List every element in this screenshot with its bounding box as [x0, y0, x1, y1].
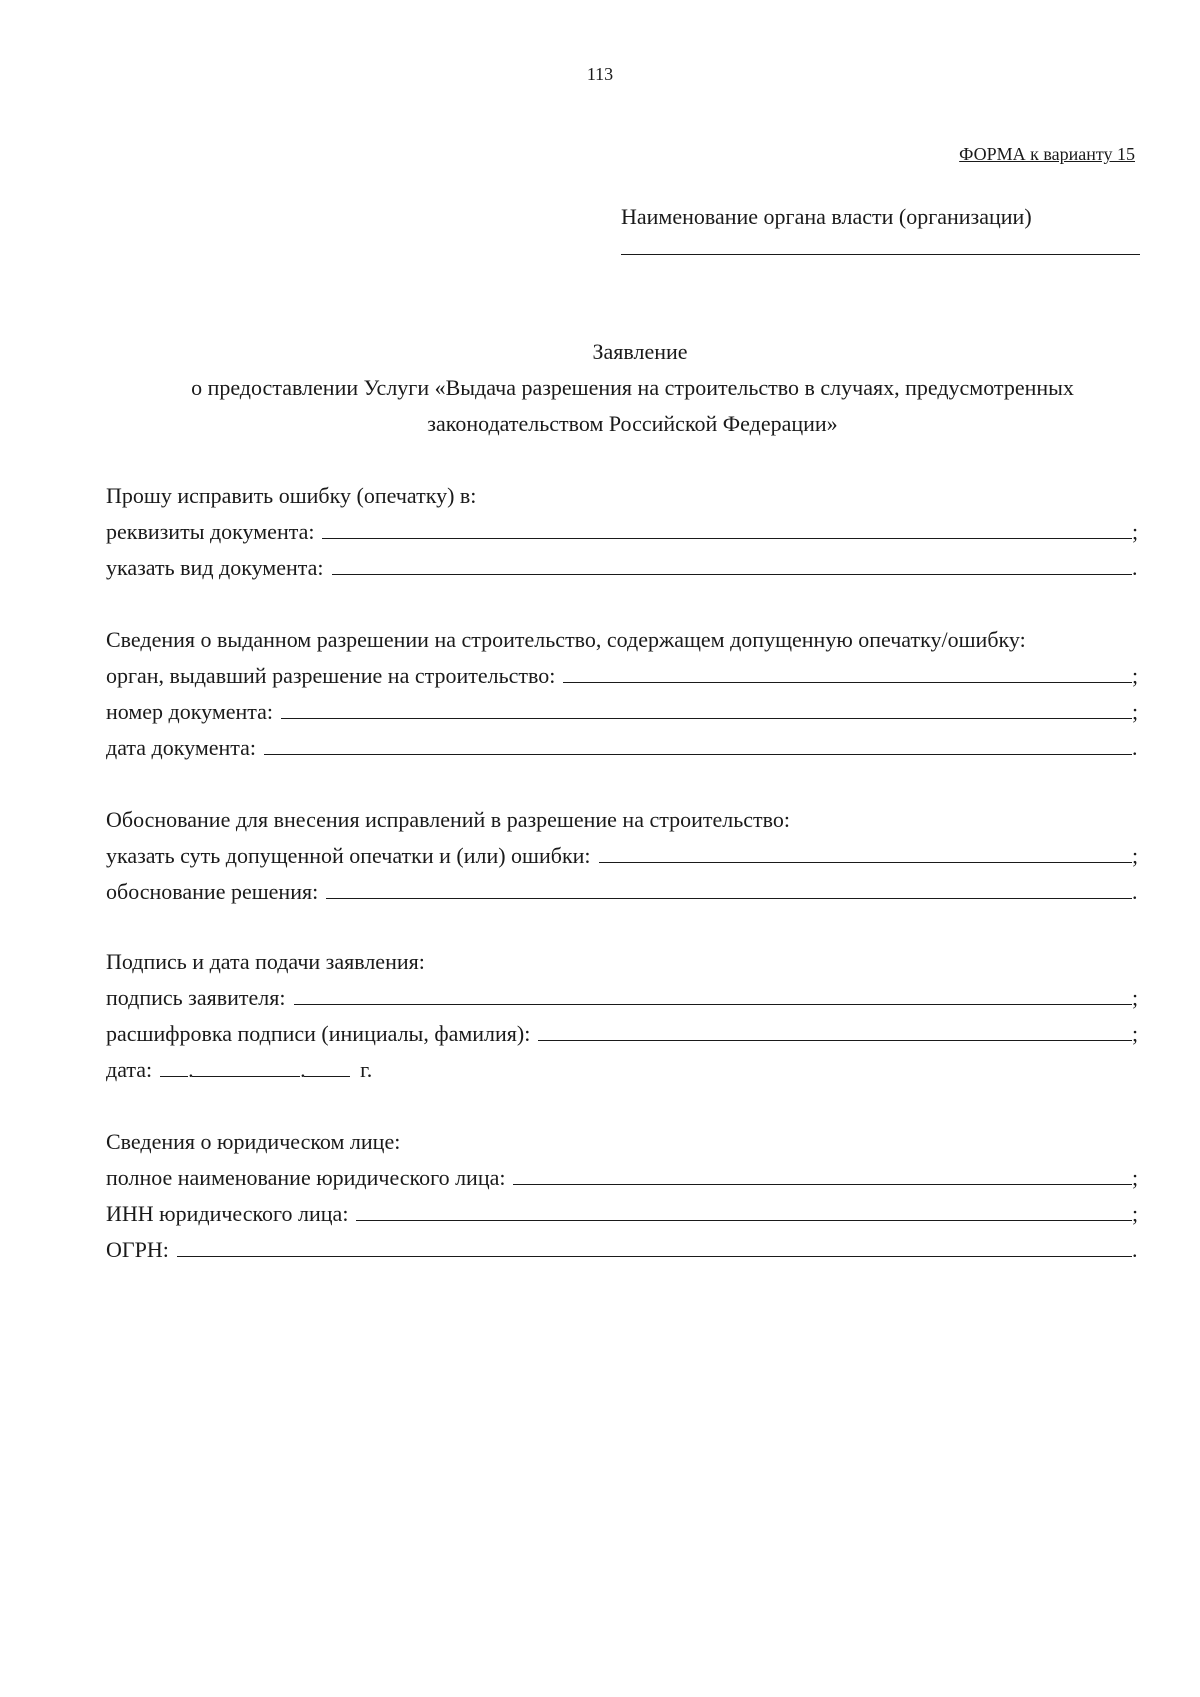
issuer-field[interactable] [563, 662, 1132, 683]
field-label: дата: [106, 1057, 153, 1082]
error-essence-field[interactable] [599, 842, 1132, 863]
field-terminator: ; [1132, 1021, 1139, 1046]
field-label: подпись заявителя: [106, 985, 286, 1010]
field-terminator: ; [1132, 699, 1139, 724]
authority-name-caption: Наименование органа власти (организации) [621, 204, 1032, 229]
field-label: реквизиты документа: [106, 519, 315, 544]
section-heading: Прошу исправить ошибку (опечатку) в: [106, 483, 477, 508]
doc-details-field[interactable] [322, 518, 1132, 539]
signature-field[interactable] [294, 984, 1132, 1005]
field-label: обоснование решения: [106, 879, 319, 904]
field-terminator: . [1132, 879, 1138, 904]
field-label: полное наименование юридического лица: [106, 1165, 506, 1190]
field-label: расшифровка подписи (инициалы, фамилия): [106, 1021, 531, 1046]
field-terminator: . [1132, 735, 1138, 760]
date-separator: . [188, 1057, 194, 1082]
section-heading: Сведения о выданном разрешении на строительство, содержащем допущенную опечатку/ошибку: [106, 627, 1026, 652]
field-terminator: ; [1132, 985, 1139, 1010]
field-terminator: . [1132, 555, 1138, 580]
inn-field[interactable] [356, 1200, 1132, 1221]
section-justification [106, 802, 1140, 910]
doc-date-field[interactable] [264, 734, 1132, 755]
field-terminator: ; [1132, 663, 1139, 688]
section-permit [106, 622, 1140, 766]
signature-decode-field[interactable] [538, 1020, 1132, 1041]
year-suffix: г. [360, 1057, 373, 1082]
field-terminator: ; [1132, 1201, 1139, 1226]
section-correction [106, 478, 1140, 586]
section-heading: Обоснование для внесения исправлений в разрешение на строительство: [106, 807, 791, 832]
decision-reason-field[interactable] [326, 878, 1132, 899]
field-terminator: ; [1132, 843, 1139, 868]
ogrn-field[interactable] [177, 1236, 1132, 1257]
section-heading: Сведения о юридическом лице: [106, 1129, 401, 1154]
field-label: указать суть допущенной опечатки и (или) ошибки: [106, 843, 591, 868]
form-reference: ФОРМА к варианту 15 [959, 144, 1135, 164]
doc-number-field[interactable] [281, 698, 1132, 719]
title-line-2: о предоставлении Услуги «Выдача разрешения на строительство в случаях, предусмотренных [191, 375, 1074, 400]
field-label: ОГРН: [106, 1237, 169, 1262]
title-line-3: законодательством Российской Федерации» [427, 411, 838, 436]
document-title [0, 334, 1200, 442]
field-label: ИНН юридического лица: [106, 1201, 349, 1226]
date-month-field[interactable] [192, 1056, 300, 1077]
field-label: орган, выдавший разрешение на строительство: [106, 663, 556, 688]
field-terminator: . [1132, 1237, 1138, 1262]
field-label: указать вид документа: [106, 555, 324, 580]
field-terminator: ; [1132, 519, 1139, 544]
authority-name-line[interactable] [621, 254, 1140, 255]
title-line-1: Заявление [592, 339, 688, 364]
doc-type-field[interactable] [332, 554, 1132, 575]
page-number: 113 [586, 64, 614, 84]
section-legal-entity [106, 1124, 1140, 1268]
field-label: дата документа: [106, 735, 257, 760]
section-signature [106, 944, 1140, 1088]
date-day-field[interactable] [160, 1056, 188, 1077]
field-terminator: ; [1132, 1165, 1139, 1190]
legal-entity-name-field[interactable] [513, 1164, 1132, 1185]
section-heading: Подпись и дата подачи заявления: [106, 949, 425, 974]
field-label: номер документа: [106, 699, 274, 724]
date-year-field[interactable] [304, 1056, 350, 1077]
date-separator: . [300, 1057, 306, 1082]
